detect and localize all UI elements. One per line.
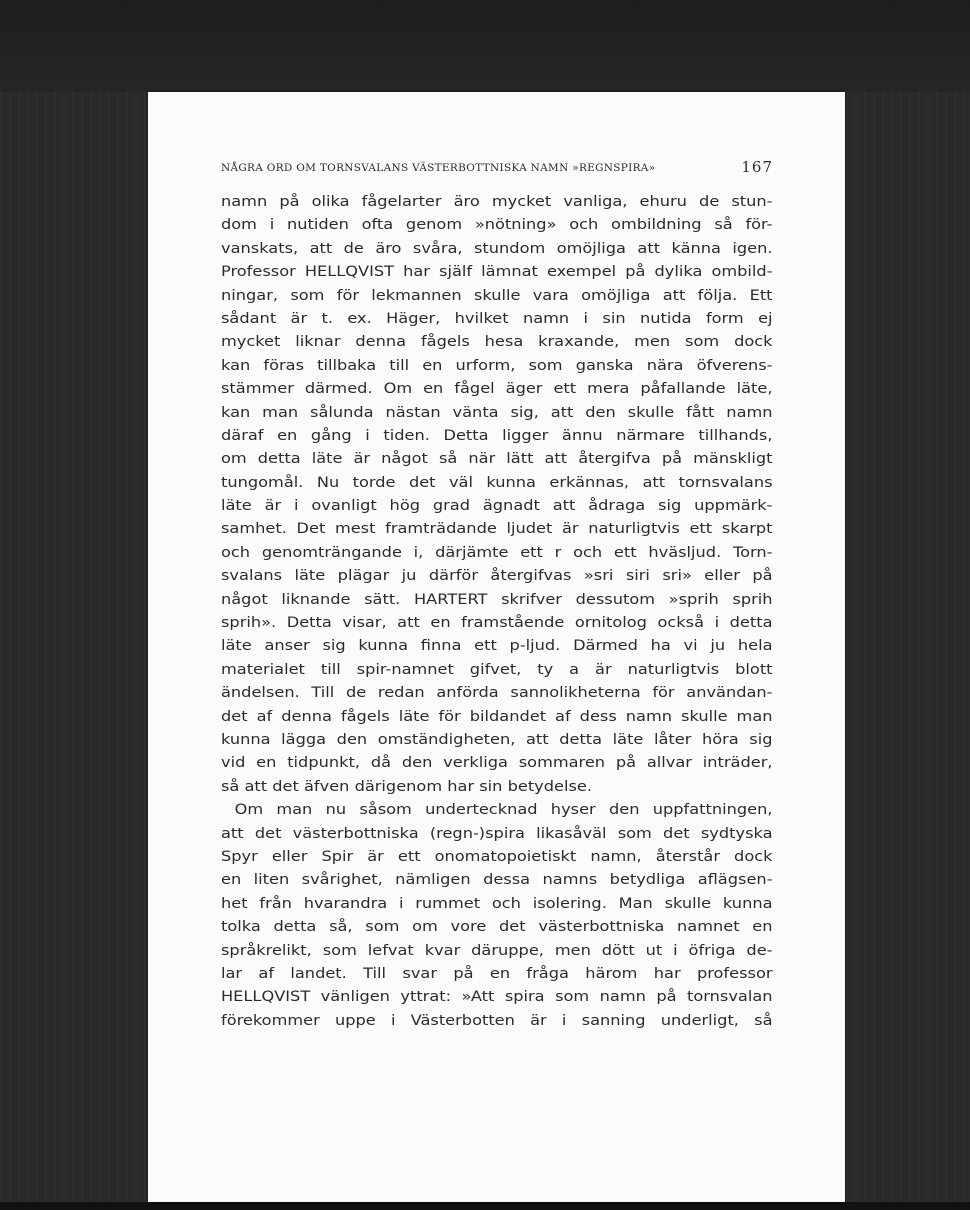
text-line: läte anser sig kunna finna ett p-ljud. Därmed ha vi ju hela [221, 638, 773, 655]
text-line: vanskats, att de äro svåra, stundom omöjliga att känna igen. [221, 240, 773, 257]
scanner-bed-top [0, 0, 970, 92]
text-line: och genomträngande i, därjämte ett r och ett hväsljud. Torn- [221, 544, 773, 561]
page-number: 167 [741, 158, 773, 176]
running-head [221, 158, 773, 182]
text-line: kan föras tillbaka till en urform, som ganska nära öfverens- [221, 357, 773, 374]
text-line: materialet till spir-namnet gifvet, ty a är naturligtvis blott [221, 661, 773, 678]
text-line: tolka detta så, som om vore det västerbottniska namnet en [221, 919, 773, 936]
text-line: om detta läte är något så när lätt att återgifva på mänskligt [221, 451, 773, 468]
text-line: en liten svårighet, nämligen dessa namns betydliga aflägsen- [221, 872, 773, 889]
text-line: läte är i ovanligt hög grad ägnadt att ådraga sig uppmärk- [221, 498, 773, 515]
text-line: det af denna fågels läte för bildandet af dess namn skulle man [221, 708, 773, 725]
text-line: däraf en gång i tiden. Detta ligger ännu närmare tillhands, [221, 427, 773, 444]
text-line: kan man sålunda nästan vänta sig, att den skulle fått namn [221, 404, 773, 421]
text-line: kunna lägga den omständigheten, att detta läte låter höra sig [221, 731, 773, 748]
text-line: Spyr eller Spir är ett onomatopoietiskt namn, återstår dock [221, 848, 773, 865]
text-line: svalans läte plägar ju därför återgifvas »sri siri sri» eller på [221, 568, 773, 585]
text-line: språkrelikt, som lefvat kvar däruppe, men dött ut i öfriga de- [221, 942, 773, 959]
text-line: samhet. Det mest framträdande ljudet är naturligtvis ett skarpt [221, 521, 773, 538]
scanner-bed-bottom [0, 1202, 970, 1210]
text-line: mycket liknar denna fågels hesa kraxande, men som dock [221, 334, 773, 351]
text-line: dom i nutiden ofta genom »nötning» och ombildning så för- [221, 217, 773, 234]
book-page [148, 92, 845, 1202]
text-line: ändelsen. Till de redan anförda sannolikheterna för användan- [221, 685, 773, 702]
text-line: ningar, som för lekmannen skulle vara omöjliga att följa. Ett [221, 287, 773, 304]
text-line: HELLQVIST vänligen yttrat: »Att spira som namn på tornsvalan [221, 989, 773, 1006]
text-line: sådant är t. ex. Häger, hvilket namn i sin nutida form ej [221, 310, 773, 327]
text-line: Professor HELLQVIST har själf lämnat exempel på dylika ombild- [221, 264, 773, 281]
text-line: något liknande sätt. HARTERT skrifver dessutom »sprih sprih [221, 591, 773, 608]
text-line: Om man nu såsom undertecknad hyser den uppfattningen, [234, 802, 773, 819]
text-line: att det västerbottniska (regn-)spira likasåväl som det sydtyska [221, 825, 773, 842]
body-text [221, 191, 773, 1033]
text-line: sprih». Detta visar, att en framstående ornitolog också i detta [221, 615, 773, 632]
text-line: förekommer uppe i Västerbotten är i sanning underligt, så [221, 1012, 773, 1029]
text-line: lar af landet. Till svar på en fråga härom har professor [221, 965, 773, 982]
text-line: het från hvarandra i rummet och isolering. Man skulle kunna [221, 895, 773, 912]
running-head-title: NÅGRA ORD OM TORNSVALANS VÄSTERBOTTNISKA NAMN »REGNSPIRA» [221, 162, 656, 174]
text-line: namn på olika fågelarter äro mycket vanliga, ehuru de stun- [221, 194, 773, 210]
text-line: vid en tidpunkt, då den verkliga sommaren på allvar inträder, [221, 755, 773, 772]
text-line: stämmer därmed. Om en fågel äger ett mera påfallande läte, [221, 381, 773, 398]
text-line: så att det äfven därigenom har sin betydelse. [221, 778, 593, 795]
text-line: tungomål. Nu torde det väl kunna erkännas, att tornsvalans [221, 474, 773, 491]
